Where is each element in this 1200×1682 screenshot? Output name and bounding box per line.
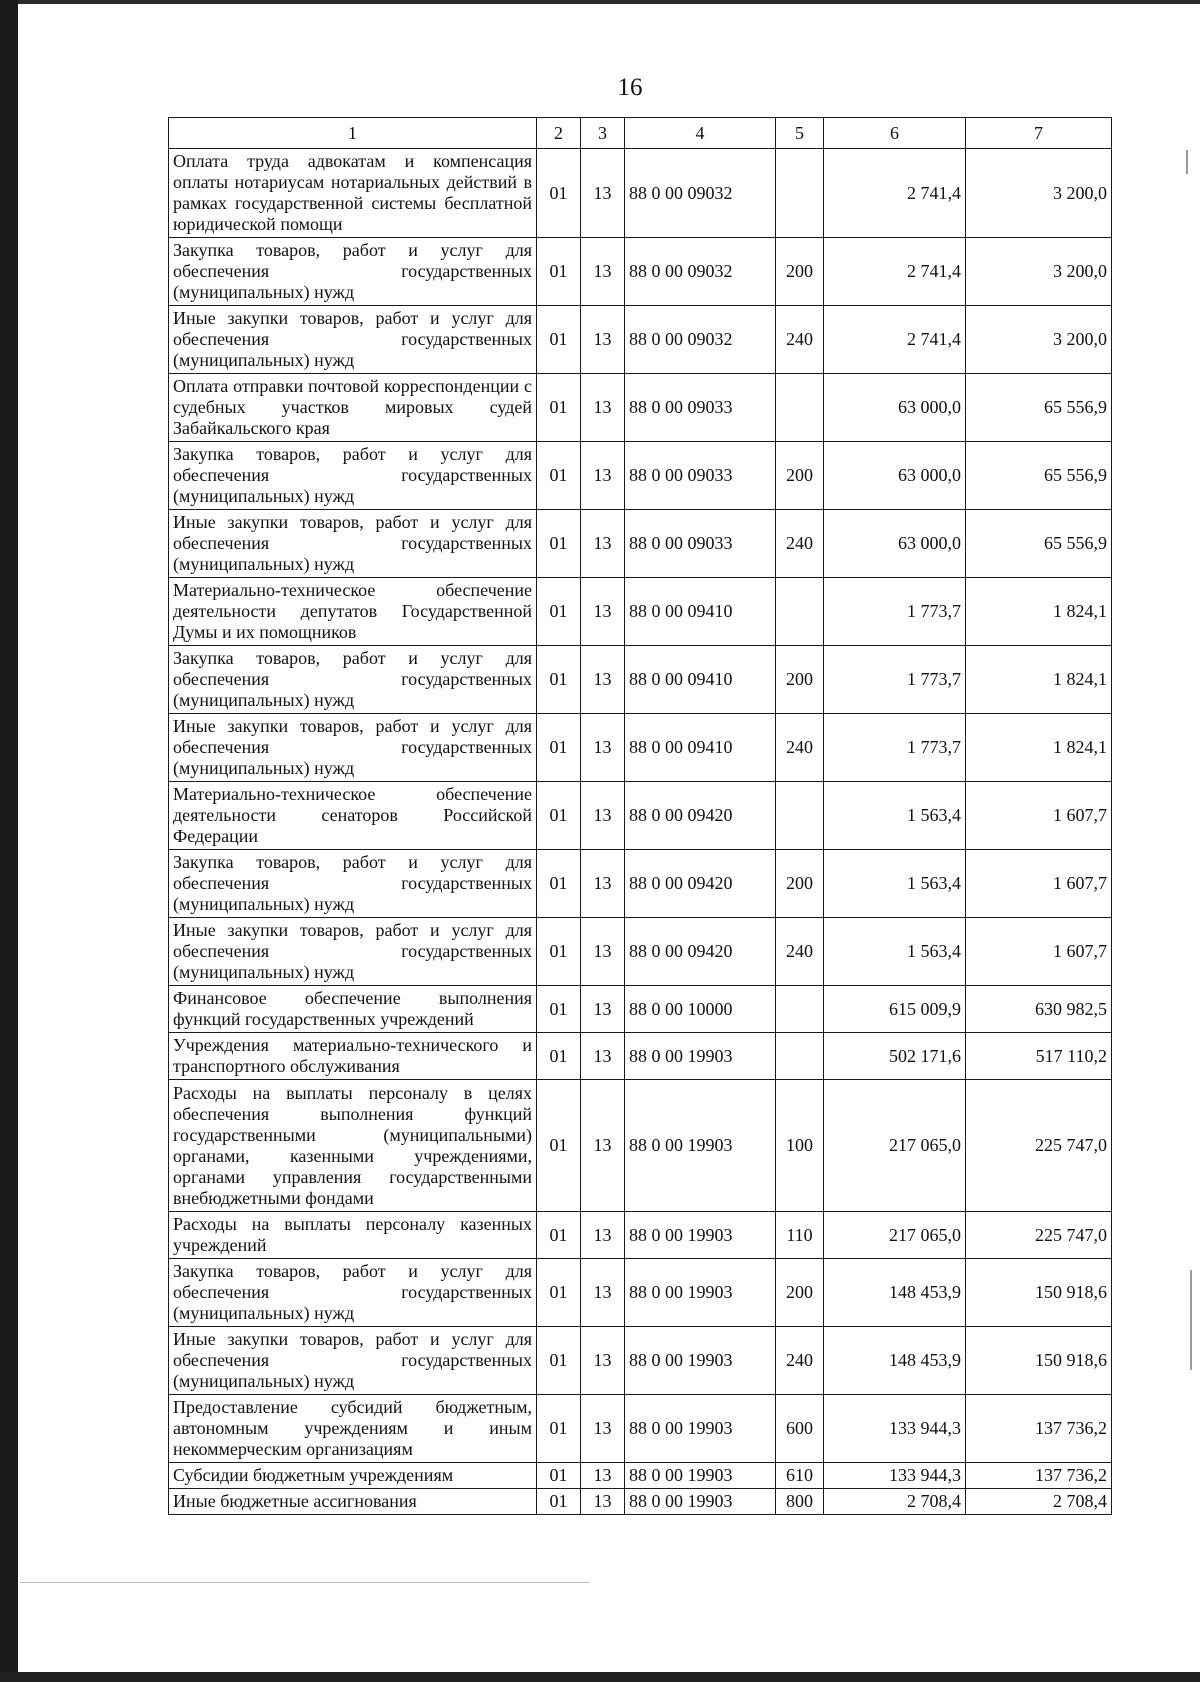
amount-year-2: 65 556,9 (966, 442, 1112, 510)
row-description: Иные закупки товаров, работ и услуг для обеспечения государственных (муниципальных) нужд (169, 306, 537, 374)
column-header: 1 (169, 118, 537, 149)
row-description: Закупка товаров, работ и услуг для обеспечения государственных (муниципальных) нужд (169, 238, 537, 306)
expense-type-code: 610 (776, 1463, 824, 1489)
column-header: 4 (625, 118, 776, 149)
table-row (169, 149, 1112, 238)
amount-year-1: 502 171,6 (824, 1033, 966, 1080)
section-code: 01 (537, 238, 581, 306)
row-description: Закупка товаров, работ и услуг для обеспечения государственных (муниципальных) нужд (169, 850, 537, 918)
section-code: 01 (537, 306, 581, 374)
subsection-code: 13 (581, 306, 625, 374)
expense-type-code (776, 986, 824, 1033)
amount-year-1: 148 453,9 (824, 1327, 966, 1395)
section-code: 01 (537, 510, 581, 578)
amount-year-2: 150 918,6 (966, 1259, 1112, 1327)
amount-year-1: 2 741,4 (824, 149, 966, 238)
subsection-code: 13 (581, 1033, 625, 1080)
subsection-code: 13 (581, 850, 625, 918)
expense-type-code (776, 782, 824, 850)
scan-edge-top (0, 0, 1200, 4)
table-row (169, 986, 1112, 1033)
row-description: Иные закупки товаров, работ и услуг для обеспечения государственных (муниципальных) нужд (169, 714, 537, 782)
amount-year-2: 1 824,1 (966, 714, 1112, 782)
subsection-code: 13 (581, 714, 625, 782)
amount-year-2: 3 200,0 (966, 238, 1112, 306)
row-description: Расходы на выплаты персоналу казенных учреждений (169, 1212, 537, 1259)
section-code: 01 (537, 1080, 581, 1212)
table-row (169, 238, 1112, 306)
table-row (169, 714, 1112, 782)
amount-year-2: 1 607,7 (966, 850, 1112, 918)
target-article-code: 88 0 00 19903 (625, 1212, 776, 1259)
amount-year-2: 225 747,0 (966, 1080, 1112, 1212)
row-description: Финансовое обеспечение выполнения функций государственных учреждений (169, 986, 537, 1033)
amount-year-2: 630 982,5 (966, 986, 1112, 1033)
subsection-code: 13 (581, 1489, 625, 1515)
section-code: 01 (537, 1489, 581, 1515)
expense-type-code: 200 (776, 646, 824, 714)
subsection-code: 13 (581, 578, 625, 646)
subsection-code: 13 (581, 442, 625, 510)
amount-year-1: 2 741,4 (824, 306, 966, 374)
amount-year-2: 1 607,7 (966, 782, 1112, 850)
row-description: Материально-техническое обеспечение деятельности депутатов Государственной Думы и их помощников (169, 578, 537, 646)
subsection-code: 13 (581, 782, 625, 850)
amount-year-1: 148 453,9 (824, 1259, 966, 1327)
column-header: 3 (581, 118, 625, 149)
row-description: Иные бюджетные ассигнования (169, 1489, 537, 1515)
subsection-code: 13 (581, 1327, 625, 1395)
amount-year-2: 65 556,9 (966, 374, 1112, 442)
subsection-code: 13 (581, 1212, 625, 1259)
row-description: Иные закупки товаров, работ и услуг для обеспечения государственных (муниципальных) нужд (169, 918, 537, 986)
expense-type-code: 200 (776, 442, 824, 510)
section-code: 01 (537, 374, 581, 442)
row-description: Оплата отправки почтовой корреспонденции с судебных участков мировых судей Забайкальского края (169, 374, 537, 442)
target-article-code: 88 0 00 09410 (625, 578, 776, 646)
target-article-code: 88 0 00 09032 (625, 306, 776, 374)
target-article-code: 88 0 00 10000 (625, 986, 776, 1033)
target-article-code: 88 0 00 09032 (625, 238, 776, 306)
target-article-code: 88 0 00 19903 (625, 1463, 776, 1489)
column-header: 5 (776, 118, 824, 149)
expense-type-code: 240 (776, 306, 824, 374)
amount-year-2: 517 110,2 (966, 1033, 1112, 1080)
table-row (169, 782, 1112, 850)
expense-type-code: 600 (776, 1395, 824, 1463)
amount-year-1: 217 065,0 (824, 1212, 966, 1259)
section-code: 01 (537, 1212, 581, 1259)
amount-year-1: 1 563,4 (824, 918, 966, 986)
section-code: 01 (537, 1259, 581, 1327)
table-header-row (169, 118, 1112, 149)
budget-table (168, 117, 1112, 1515)
target-article-code: 88 0 00 19903 (625, 1080, 776, 1212)
amount-year-2: 3 200,0 (966, 306, 1112, 374)
table-row (169, 646, 1112, 714)
table-row (169, 442, 1112, 510)
expense-type-code: 240 (776, 918, 824, 986)
target-article-code: 88 0 00 19903 (625, 1327, 776, 1395)
amount-year-1: 615 009,9 (824, 986, 966, 1033)
expense-type-code: 110 (776, 1212, 824, 1259)
amount-year-2: 2 708,4 (966, 1489, 1112, 1515)
target-article-code: 88 0 00 09033 (625, 374, 776, 442)
target-article-code: 88 0 00 09420 (625, 850, 776, 918)
column-header: 6 (824, 118, 966, 149)
subsection-code: 13 (581, 1080, 625, 1212)
expense-type-code (776, 374, 824, 442)
section-code: 01 (537, 149, 581, 238)
amount-year-2: 65 556,9 (966, 510, 1112, 578)
target-article-code: 88 0 00 09420 (625, 918, 776, 986)
target-article-code: 88 0 00 09033 (625, 442, 776, 510)
row-description: Иные закупки товаров, работ и услуг для обеспечения государственных (муниципальных) нужд (169, 510, 537, 578)
section-code: 01 (537, 578, 581, 646)
target-article-code: 88 0 00 19903 (625, 1395, 776, 1463)
amount-year-2: 150 918,6 (966, 1327, 1112, 1395)
expense-type-code: 100 (776, 1080, 824, 1212)
amount-year-2: 137 736,2 (966, 1463, 1112, 1489)
subsection-code: 13 (581, 238, 625, 306)
expense-type-code: 200 (776, 238, 824, 306)
subsection-code: 13 (581, 1395, 625, 1463)
table-row (169, 1259, 1112, 1327)
table-row (169, 1463, 1112, 1489)
row-description: Учреждения материально-технического и транспортного обслуживания (169, 1033, 537, 1080)
section-code: 01 (537, 1033, 581, 1080)
amount-year-2: 225 747,0 (966, 1212, 1112, 1259)
row-description: Иные закупки товаров, работ и услуг для обеспечения государственных (муниципальных) нужд (169, 1327, 537, 1395)
section-code: 01 (537, 1463, 581, 1489)
subsection-code: 13 (581, 1259, 625, 1327)
expense-type-code: 800 (776, 1489, 824, 1515)
row-description: Предоставление субсидий бюджетным, автономным учреждениям и иным некоммерческим организациям (169, 1395, 537, 1463)
table-row (169, 1395, 1112, 1463)
section-code: 01 (537, 646, 581, 714)
section-code: 01 (537, 1327, 581, 1395)
section-code: 01 (537, 442, 581, 510)
amount-year-1: 1 563,4 (824, 782, 966, 850)
amount-year-1: 1 773,7 (824, 714, 966, 782)
scan-mark (1186, 150, 1188, 174)
table-row (169, 1327, 1112, 1395)
amount-year-1: 63 000,0 (824, 510, 966, 578)
column-header: 7 (966, 118, 1112, 149)
table-body (169, 149, 1112, 1515)
target-article-code: 88 0 00 19903 (625, 1489, 776, 1515)
table-row (169, 306, 1112, 374)
subsection-code: 13 (581, 986, 625, 1033)
row-description: Оплата труда адвокатам и компенсация оплаты нотариусам нотариальных действий в рамках государственной системы бесплатной юридической помощи (169, 149, 537, 238)
table-row (169, 1489, 1112, 1515)
table-row (169, 918, 1112, 986)
section-code: 01 (537, 1395, 581, 1463)
row-description: Субсидии бюджетным учреждениям (169, 1463, 537, 1489)
amount-year-1: 133 944,3 (824, 1463, 966, 1489)
section-code: 01 (537, 714, 581, 782)
target-article-code: 88 0 00 09032 (625, 149, 776, 238)
section-code: 01 (537, 986, 581, 1033)
table-row (169, 1033, 1112, 1080)
table-row (169, 578, 1112, 646)
table-row (169, 850, 1112, 918)
column-header: 2 (537, 118, 581, 149)
row-description: Закупка товаров, работ и услуг для обеспечения государственных (муниципальных) нужд (169, 646, 537, 714)
subsection-code: 13 (581, 149, 625, 238)
target-article-code: 88 0 00 09410 (625, 714, 776, 782)
amount-year-1: 133 944,3 (824, 1395, 966, 1463)
amount-year-2: 1 824,1 (966, 646, 1112, 714)
section-code: 01 (537, 850, 581, 918)
amount-year-2: 137 736,2 (966, 1395, 1112, 1463)
amount-year-1: 63 000,0 (824, 442, 966, 510)
subsection-code: 13 (581, 918, 625, 986)
amount-year-1: 1 563,4 (824, 850, 966, 918)
target-article-code: 88 0 00 09410 (625, 646, 776, 714)
table-row (169, 510, 1112, 578)
section-code: 01 (537, 918, 581, 986)
target-article-code: 88 0 00 19903 (625, 1259, 776, 1327)
table-row (169, 1212, 1112, 1259)
scan-mark (1190, 1270, 1192, 1370)
expense-type-code: 240 (776, 510, 824, 578)
subsection-code: 13 (581, 510, 625, 578)
page-number: 16 (617, 74, 643, 101)
amount-year-1: 1 773,7 (824, 646, 966, 714)
expense-type-code: 200 (776, 1259, 824, 1327)
target-article-code: 88 0 00 09420 (625, 782, 776, 850)
table-row (169, 1080, 1112, 1212)
row-description: Закупка товаров, работ и услуг для обеспечения государственных (муниципальных) нужд (169, 442, 537, 510)
expense-type-code: 240 (776, 1327, 824, 1395)
scan-edge-left (0, 0, 18, 1682)
expense-type-code (776, 1033, 824, 1080)
amount-year-1: 2 741,4 (824, 238, 966, 306)
section-code: 01 (537, 782, 581, 850)
expense-type-code: 200 (776, 850, 824, 918)
subsection-code: 13 (581, 646, 625, 714)
amount-year-1: 63 000,0 (824, 374, 966, 442)
amount-year-2: 1 607,7 (966, 918, 1112, 986)
subsection-code: 13 (581, 1463, 625, 1489)
expense-type-code (776, 578, 824, 646)
row-description: Расходы на выплаты персоналу в целях обеспечения выполнения функций государственными (муниципальными) органами, казенными учреждениями, органами управления государственными внебюджетными фондами (169, 1080, 537, 1212)
amount-year-2: 1 824,1 (966, 578, 1112, 646)
scan-edge-bottom (0, 1672, 1200, 1682)
scan-mark (20, 1582, 590, 1583)
target-article-code: 88 0 00 19903 (625, 1033, 776, 1080)
amount-year-1: 2 708,4 (824, 1489, 966, 1515)
amount-year-2: 3 200,0 (966, 149, 1112, 238)
expense-type-code (776, 149, 824, 238)
amount-year-1: 1 773,7 (824, 578, 966, 646)
amount-year-1: 217 065,0 (824, 1080, 966, 1212)
expense-type-code: 240 (776, 714, 824, 782)
row-description: Материально-техническое обеспечение деятельности сенаторов Российской Федерации (169, 782, 537, 850)
table-row (169, 374, 1112, 442)
subsection-code: 13 (581, 374, 625, 442)
target-article-code: 88 0 00 09033 (625, 510, 776, 578)
row-description: Закупка товаров, работ и услуг для обеспечения государственных (муниципальных) нужд (169, 1259, 537, 1327)
